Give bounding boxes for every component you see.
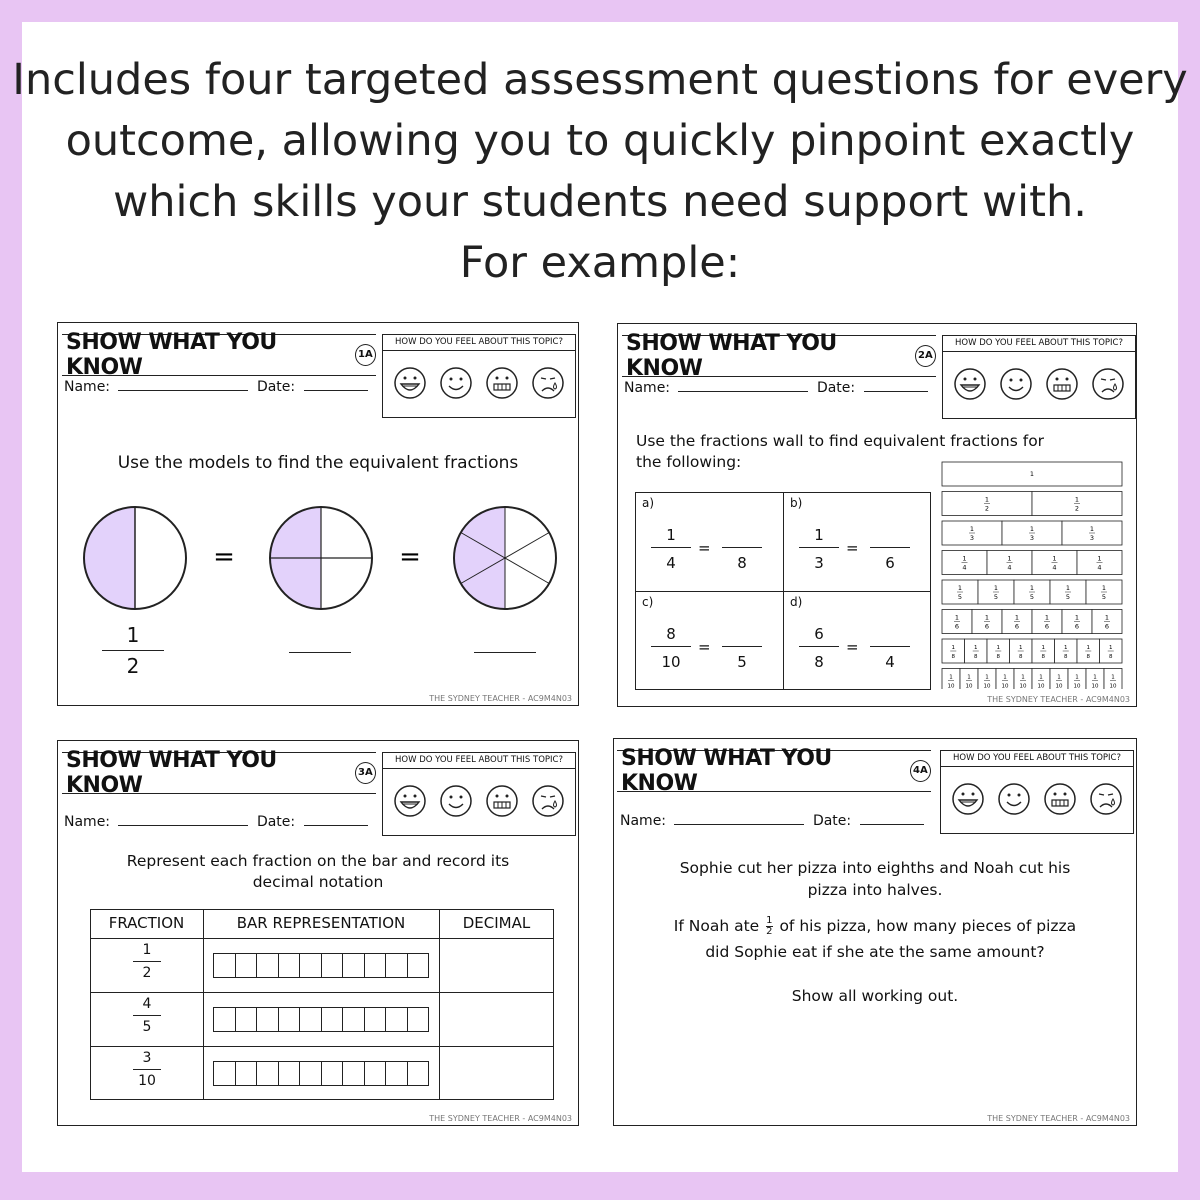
wall-piece-label: 1 (1101, 584, 1107, 592)
wall-piece-denominator: 6 (1074, 622, 1080, 631)
feelings-box (940, 750, 1134, 834)
bar-segment[interactable] (235, 954, 257, 977)
name-date-row (64, 379, 368, 395)
crying-face-icon[interactable] (1091, 784, 1121, 814)
name-label: Name: (64, 814, 111, 830)
wall-piece-denominator: 4 (1052, 563, 1057, 572)
wall-piece-label: 1 (984, 613, 990, 622)
question-badge: 4A (910, 760, 931, 782)
headline-line-4: For example: (459, 238, 741, 288)
question-badge: 1A (355, 344, 376, 366)
feelings-faces (951, 781, 1126, 821)
name-label: Name: (64, 379, 111, 395)
denominator: 2 (126, 654, 140, 678)
instruction-line-1: Represent each fraction on the bar and record its (126, 852, 510, 870)
right-denominator: 8 (737, 554, 747, 572)
wall-piece-label: 1 (949, 674, 953, 681)
wall-piece-denominator: 8 (951, 654, 955, 660)
wall-piece-label: 1 (1044, 613, 1050, 622)
denominator: 5 (142, 1019, 152, 1035)
left-numerator: 8 (666, 625, 676, 643)
bar-model[interactable] (213, 1007, 429, 1032)
bar-segment[interactable] (342, 1062, 364, 1085)
wall-piece-denominator: 6 (984, 622, 990, 631)
fraction-bar (870, 646, 910, 647)
wall-piece-denominator: 10 (965, 683, 973, 689)
wall-piece-label: 1 (1074, 613, 1080, 622)
bar-model[interactable] (213, 953, 429, 978)
feelings-box (382, 752, 576, 836)
fraction-bar (651, 547, 691, 548)
fraction-models (58, 493, 578, 633)
bar-segment[interactable] (385, 954, 407, 977)
name-field[interactable] (118, 825, 248, 826)
left-denominator: 8 (814, 653, 824, 671)
footer-credit: THE SYDNEY TEACHER - AC9M4N03 (429, 694, 572, 703)
wall-piece-denominator: 10 (1073, 683, 1081, 689)
smiling-face-icon[interactable] (441, 786, 471, 816)
date-label: Date: (256, 814, 296, 830)
fraction-wall (940, 461, 1126, 689)
problem-line-3: If Noah ate $\frac{1}{2}$ of his pizza, how many pieces of pizza (673, 915, 1077, 937)
equals-sign: = (213, 542, 235, 572)
wall-piece-denominator: 10 (947, 683, 955, 689)
feelings-label: HOW DO YOU FEEL ABOUT THIS TOPIC? (941, 753, 1133, 767)
wall-piece-label: 1 (1021, 674, 1025, 681)
bar-segment[interactable] (407, 954, 429, 977)
bar-segment[interactable] (385, 1008, 407, 1031)
cell-label: c) (642, 595, 654, 609)
grimacing-face-icon[interactable] (1045, 784, 1075, 814)
fraction-table (90, 909, 554, 1100)
problem-line-2: pizza into halves. (807, 881, 943, 899)
wall-piece-denominator: 8 (1041, 654, 1045, 660)
problem-line-1: Sophie cut her pizza into eighths and Noah cut his (679, 859, 1071, 877)
table-row (90, 938, 554, 992)
headline (0, 50, 1200, 294)
wall-piece-label: 1 (1057, 674, 1061, 681)
name-date-row (64, 814, 368, 830)
grimacing-face-icon[interactable] (487, 786, 517, 816)
bar-segment[interactable] (278, 954, 300, 977)
wall-piece-label: 1 (1029, 525, 1035, 533)
table-row (90, 992, 554, 1046)
equals-sign: = (698, 638, 711, 656)
wall-piece-denominator: 4 (1097, 563, 1102, 572)
wall-piece-denominator: 3 (1089, 534, 1095, 542)
fraction-one-half (102, 623, 164, 678)
wall-piece-denominator: 8 (1064, 654, 1068, 660)
bar-segment[interactable] (364, 1008, 386, 1031)
feelings-label: HOW DO YOU FEEL ABOUT THIS TOPIC? (943, 338, 1135, 352)
worksheet-title: SHOW WHAT YOU KNOW (66, 748, 277, 798)
cell-label: b) (790, 496, 803, 510)
crying-face-icon[interactable] (1093, 369, 1123, 399)
circle-halves (84, 507, 186, 609)
wall-piece-label: 1 (1086, 645, 1090, 651)
wall-piece-label: 1 (969, 525, 975, 533)
feelings-faces (953, 366, 1128, 406)
left-numerator: 1 (666, 526, 676, 544)
bar-segment[interactable] (256, 1008, 278, 1031)
grinning-face-icon[interactable] (395, 786, 425, 816)
headline-line-1: Includes four targeted assessment questions for every (12, 55, 1188, 105)
feelings-label: HOW DO YOU FEEL ABOUT THIS TOPIC? (383, 755, 575, 769)
name-date-row (624, 380, 928, 396)
name-label: Name: (620, 813, 667, 829)
left-denominator: 3 (814, 554, 824, 572)
wall-piece-label: 1 (962, 554, 967, 563)
right-denominator: 4 (885, 653, 895, 671)
date-label: Date: (812, 813, 852, 829)
smiling-face-icon[interactable] (999, 784, 1029, 814)
wall-piece-denominator: 10 (1091, 683, 1099, 689)
wall-piece-denominator: 6 (954, 622, 960, 631)
bar-segment[interactable] (407, 1008, 429, 1031)
right-denominator: 6 (885, 554, 895, 572)
wall-piece-label: 1 (993, 584, 999, 592)
fraction-bar (870, 547, 910, 548)
bar-segment[interactable] (278, 1008, 300, 1031)
word-problem (614, 857, 1136, 1007)
wall-piece-label: 1 (1039, 674, 1043, 681)
wall-piece-label: 1 (974, 645, 978, 651)
numerator: 1 (142, 942, 152, 958)
instruction: Use the models to find the equivalent fractions (117, 453, 519, 473)
bar-segment[interactable] (214, 1008, 235, 1031)
wall-piece-denominator: 10 (1037, 683, 1045, 689)
worksheet-title: SHOW WHAT YOU KNOW (621, 746, 832, 796)
wall-piece-label: 1 (1093, 674, 1097, 681)
problem-line-5: Show all working out. (791, 987, 959, 1005)
left-numerator: 6 (814, 625, 824, 643)
fraction-bar (722, 646, 762, 647)
left-denominator: 10 (661, 653, 681, 671)
bar-segment[interactable] (214, 1062, 235, 1085)
name-label: Name: (624, 380, 671, 396)
bar-segment[interactable] (321, 954, 343, 977)
worksheet-card-1a (57, 322, 579, 706)
equals-sign: = (846, 638, 859, 656)
cell-label: d) (790, 595, 803, 609)
worksheet-card-2a (617, 323, 1137, 707)
decimal-answer-cell[interactable] (440, 939, 553, 991)
table-header-cell: DECIMAL (462, 914, 531, 932)
wall-piece-label: 1 (1029, 470, 1035, 478)
feelings-label: HOW DO YOU FEEL ABOUT THIS TOPIC? (383, 337, 575, 351)
bar-segment[interactable] (299, 1062, 321, 1085)
wall-piece-label: 1 (1041, 645, 1045, 651)
wall-piece-label: 1 (1097, 554, 1102, 563)
fraction-bar (133, 1015, 161, 1016)
wall-piece-label: 1 (1074, 495, 1080, 504)
bar-segment[interactable] (214, 954, 235, 977)
wall-piece-denominator: 3 (1029, 534, 1035, 542)
wall-piece-denominator: 8 (1019, 654, 1023, 660)
bar-segment[interactable] (299, 954, 321, 977)
wall-piece-label: 1 (1075, 674, 1079, 681)
bar-segment[interactable] (321, 1062, 343, 1085)
crying-face-icon[interactable] (533, 368, 563, 398)
circle-quarters (270, 507, 372, 609)
decimal-answer-cell[interactable] (440, 1047, 553, 1099)
bar-segment[interactable] (364, 1062, 386, 1085)
grinning-face-icon[interactable] (395, 368, 425, 398)
left-numerator: 1 (814, 526, 824, 544)
headline-line-3: which skills your students need support with. (113, 177, 1087, 227)
name-field[interactable] (678, 391, 808, 392)
wall-piece-denominator: 2 (984, 504, 990, 513)
wall-piece-denominator: 4 (962, 563, 967, 572)
title-box (622, 331, 936, 381)
date-label: Date: (816, 380, 856, 396)
denominator: 2 (142, 965, 152, 981)
numerator: 3 (142, 1050, 152, 1066)
wall-piece-label: 1 (967, 674, 971, 681)
worksheet-title: SHOW WHAT YOU KNOW (626, 331, 837, 381)
wall-piece-label: 1 (1111, 674, 1115, 681)
table-header-cell: BAR REPRESENTATION (236, 914, 406, 932)
wall-piece-label: 1 (951, 645, 955, 651)
bar-segment[interactable] (385, 1062, 407, 1085)
cell-label: a) (642, 496, 655, 510)
fraction-bar (133, 1069, 161, 1070)
bar-segment[interactable] (364, 954, 386, 977)
title-box (617, 746, 931, 796)
bar-segment[interactable] (407, 1062, 429, 1085)
footer-credit: THE SYDNEY TEACHER - AC9M4N03 (987, 695, 1130, 704)
wall-piece-denominator: 6 (1014, 622, 1020, 631)
fraction-bar (799, 547, 839, 548)
numerator: 4 (142, 996, 152, 1012)
problem-line-4: did Sophie eat if she ate the same amount? (705, 943, 1045, 961)
wall-piece-label: 1 (957, 584, 963, 592)
name-field[interactable] (118, 390, 248, 391)
wall-piece-denominator: 8 (1109, 654, 1113, 660)
footer-credit: THE SYDNEY TEACHER - AC9M4N03 (429, 1114, 572, 1123)
equivalence-cell (635, 591, 782, 689)
wall-piece-denominator: 4 (1007, 563, 1012, 572)
fraction-bar (651, 646, 691, 647)
fraction-bar (133, 961, 161, 962)
table-row (90, 1046, 554, 1100)
wall-piece-label: 1 (1104, 613, 1110, 622)
inline-fraction: $\frac{1}{2}$ (766, 915, 773, 937)
date-field[interactable] (860, 824, 924, 825)
wall-piece-denominator: 2 (1074, 504, 1080, 513)
bar-model[interactable] (213, 1061, 429, 1086)
answer-line[interactable] (289, 652, 351, 653)
bar-segment[interactable] (299, 1008, 321, 1031)
wall-piece-denominator: 5 (1065, 593, 1071, 601)
equals-sign: = (846, 539, 859, 557)
row-fraction (127, 941, 167, 982)
wall-piece-label: 1 (984, 495, 990, 504)
feelings-faces (393, 783, 568, 823)
equivalence-cell (783, 591, 930, 689)
grimacing-face-icon[interactable] (1047, 369, 1077, 399)
wall-piece-denominator: 5 (1101, 593, 1107, 601)
smiling-face-icon[interactable] (1001, 369, 1031, 399)
wall-piece-label: 1 (954, 613, 960, 622)
wall-piece-denominator: 10 (983, 683, 991, 689)
title-box (62, 748, 376, 798)
smiling-face-icon[interactable] (441, 368, 471, 398)
wall-piece-denominator: 6 (1104, 622, 1110, 631)
wall-piece-denominator: 10 (1019, 683, 1027, 689)
bar-segment[interactable] (235, 1008, 257, 1031)
grimacing-face-icon[interactable] (487, 368, 517, 398)
wall-piece-denominator: 8 (974, 654, 978, 660)
grinning-face-icon[interactable] (955, 369, 985, 399)
wall-piece-label: 1 (1089, 525, 1095, 533)
instruction (58, 851, 578, 893)
fraction-bar (722, 547, 762, 548)
wall-piece-denominator: 5 (993, 593, 999, 601)
date-field[interactable] (304, 825, 368, 826)
date-label: Date: (256, 379, 296, 395)
wall-piece-denominator: 5 (957, 593, 963, 601)
feelings-faces (393, 365, 568, 405)
fraction-bar (799, 646, 839, 647)
wall-piece-label: 1 (1065, 584, 1071, 592)
headline-line-2: outcome, allowing you to quickly pinpoint exactly (65, 116, 1135, 166)
wall-piece-denominator: 8 (996, 654, 1000, 660)
bar-segment[interactable] (256, 1062, 278, 1085)
answer-line[interactable] (474, 652, 536, 653)
wall-piece-label: 1 (1064, 645, 1068, 651)
wall-piece-label: 1 (985, 674, 989, 681)
footer-credit: THE SYDNEY TEACHER - AC9M4N03 (987, 1114, 1130, 1123)
left-denominator: 4 (666, 554, 676, 572)
date-field[interactable] (304, 390, 368, 391)
wall-piece-label: 1 (1019, 645, 1023, 651)
wall-piece-label: 1 (1014, 613, 1020, 622)
feelings-box (942, 335, 1136, 419)
question-badge: 3A (355, 762, 376, 784)
equals-sign: = (399, 542, 421, 572)
name-date-row (620, 813, 924, 829)
table-header-cell: FRACTION (108, 914, 185, 932)
right-denominator: 5 (737, 653, 747, 671)
name-field[interactable] (674, 824, 804, 825)
wall-piece-label: 1 (996, 645, 1000, 651)
numerator: 1 (126, 623, 140, 647)
question-badge: 2A (915, 345, 936, 367)
bar-segment[interactable] (235, 1062, 257, 1085)
wall-piece-label: 1 (1007, 554, 1012, 563)
instruction-line-2: decimal notation (252, 873, 384, 891)
feelings-box (382, 334, 576, 418)
wall-piece-denominator: 6 (1044, 622, 1050, 631)
title-box (62, 330, 376, 380)
wall-piece-label: 1 (1052, 554, 1057, 563)
wall-piece-denominator: 10 (1001, 683, 1009, 689)
bar-segment[interactable] (342, 1008, 364, 1031)
wall-piece-denominator: 8 (1086, 654, 1090, 660)
instruction-line-1: Use the fractions wall to find equivalent fractions for (636, 432, 1045, 450)
instruction-line-2: the following: (636, 453, 742, 471)
worksheet-title: SHOW WHAT YOU KNOW (66, 330, 277, 380)
equals-sign: = (698, 539, 711, 557)
denominator: 10 (138, 1073, 156, 1089)
bar-segment[interactable] (278, 1062, 300, 1085)
circle-sixths (454, 507, 556, 609)
bar-segment[interactable] (321, 1008, 343, 1031)
decimal-answer-cell[interactable] (440, 993, 553, 1045)
bar-segment[interactable] (342, 954, 364, 977)
bar-segment[interactable] (256, 954, 278, 977)
row-fraction (127, 995, 167, 1036)
date-field[interactable] (864, 391, 928, 392)
row-fraction (127, 1049, 167, 1090)
grinning-face-icon[interactable] (953, 784, 983, 814)
wall-piece-label: 1 (1109, 645, 1113, 651)
worksheet-card-3a (57, 740, 579, 1126)
equivalence-cell (783, 492, 930, 590)
wall-piece-denominator: 10 (1055, 683, 1063, 689)
wall-piece-label: 1 (1029, 584, 1035, 592)
wall-piece-denominator: 10 (1109, 683, 1117, 689)
wall-piece-denominator: 5 (1029, 593, 1035, 601)
wall-piece-denominator: 3 (969, 534, 975, 542)
equivalence-cell (635, 492, 782, 590)
worksheet-card-4a (613, 738, 1137, 1126)
crying-face-icon[interactable] (533, 786, 563, 816)
wall-piece-label: 1 (1003, 674, 1007, 681)
